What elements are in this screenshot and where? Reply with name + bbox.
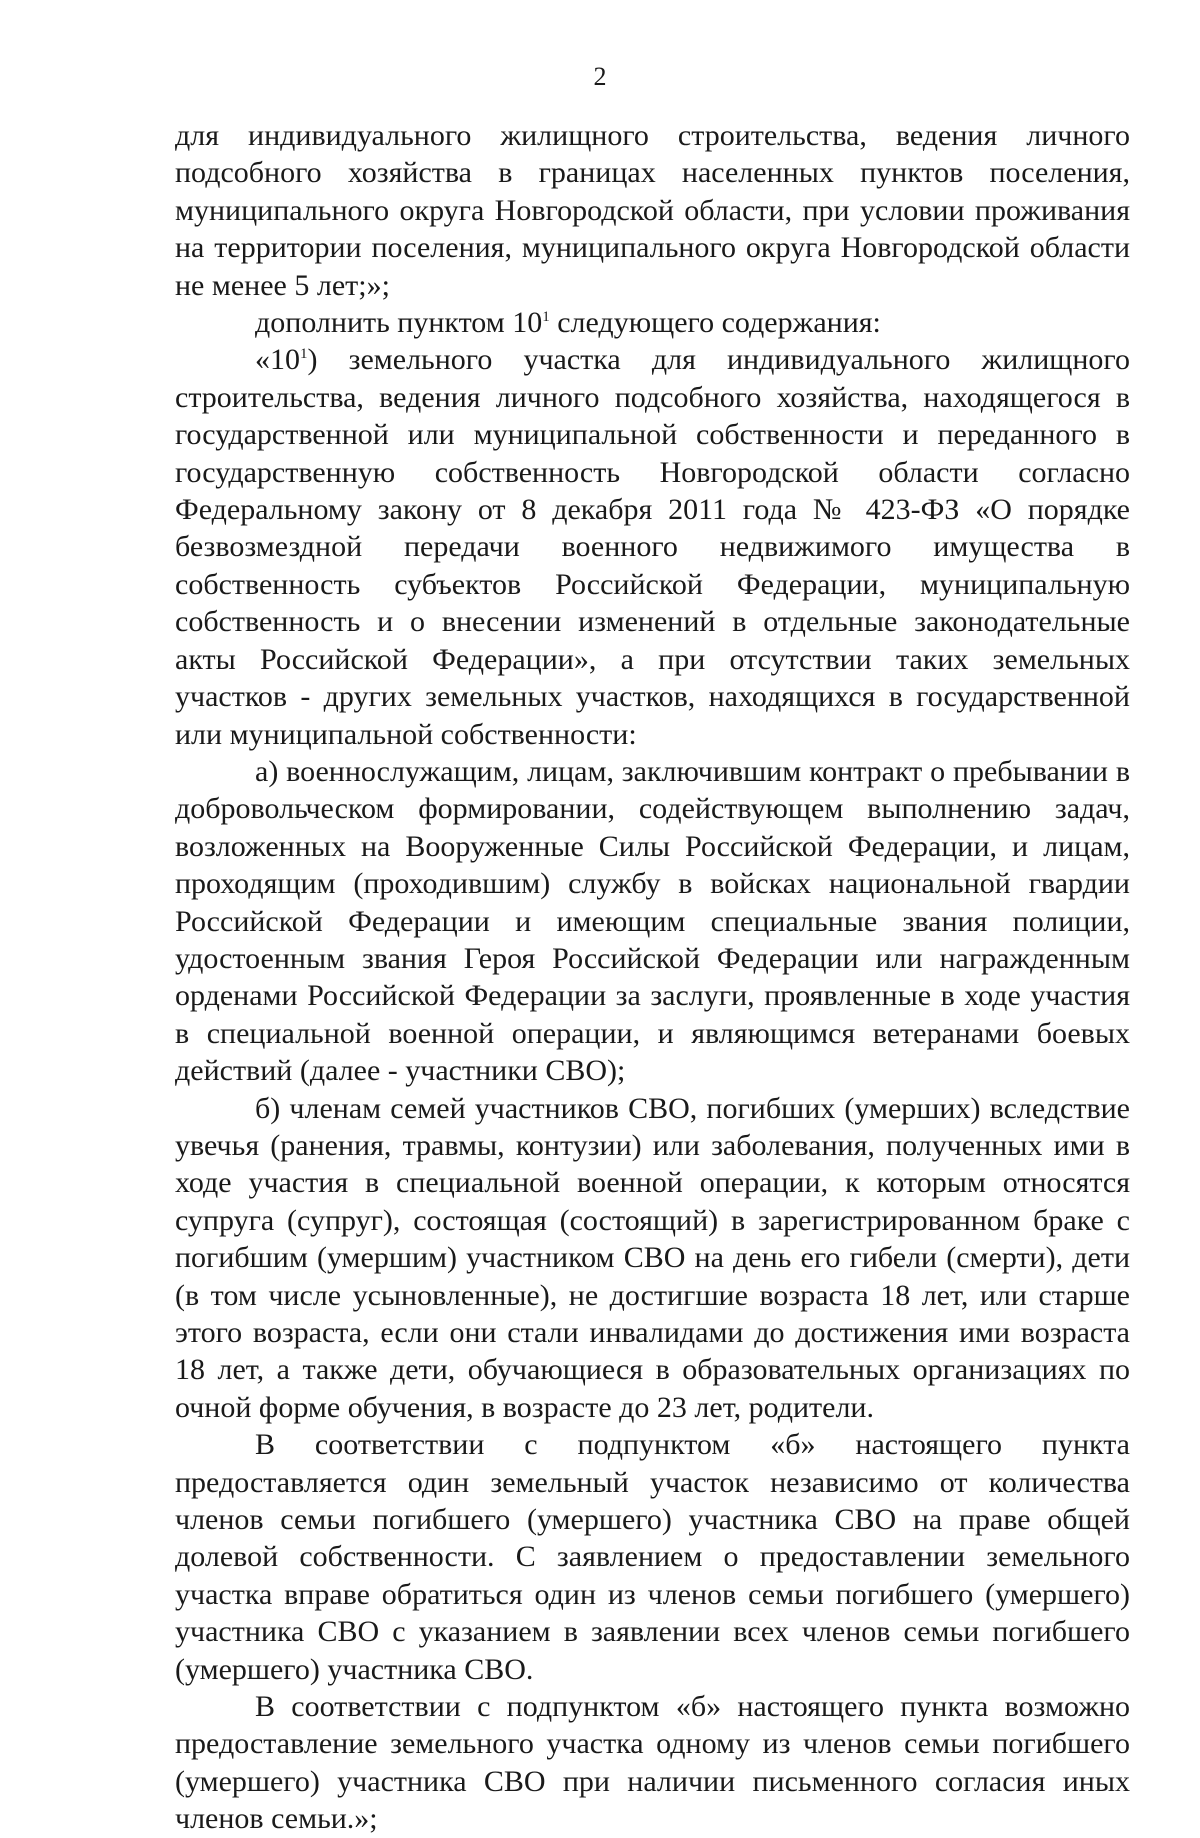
paragraph-provision-consent: В соответствии с подпунктом «б» настоящего пункта возможно предоставление земельного участка одному из членов семьи погибшего (умершего) участника СВО при наличии письменного согласия иных членов семьи.»; bbox=[175, 1690, 1130, 1836]
amendment-intro-text: дополнить пунктом 10 bbox=[255, 306, 543, 340]
superscript-index: 1 bbox=[300, 346, 308, 363]
amendment-intro-text-end: следующего содержания: bbox=[549, 306, 881, 340]
paragraph-subpoint-b: б) членам семей участников СВО, погибших (умерших) вследствие увечья (ранения, травмы, контузии) или заболевания, полученных ими в ходе участия в специальной военной операции, к которым относятся супруга (супруг), состоящая (состоящий) в зарегистрированном браке с погибшим (умершим) участником СВО на день его гибели (смерти), дети (в том числе усыновленные), не достигшие возраста 18 лет, или старше этого возраста, если они стали инвалидами до достижения ими возраста 18 лет, а также дети, обучающиеся в образовательных организациях по очной форме обучения, в возрасте до 23 лет, родители. bbox=[175, 1091, 1130, 1424]
point-10-1-start: «10 bbox=[255, 343, 300, 377]
paragraph-continuation: для индивидуального жилищного строительства, ведения личного подсобного хозяйства в границах населенных пунктов поселения, муниципального округа Новгородской области, при условии проживания на территории поселения, муниципального округа Новгородской области не менее 5 лет;»; bbox=[175, 119, 1130, 302]
paragraph-point-10-1 bbox=[175, 341, 1130, 752]
point-10-1-text: ) земельного участка для индивидуального жилищного строительства, ведения личного подсобного хозяйства, находящегося в государственной или муниципальной собственности и переданного в государственную собственность Новгородской области согласно Федеральному закону от 8 декабря 2011 года № 423-ФЗ «О порядке безвозмездной передачи военного недвижимого имущества в собственность субъектов Российской Федерации, муниципальную собственность и о внесении изменений в отдельные законодательные акты Российской Федерации», а при отсутствии таких земельных участков - других земельных участков, находящихся в государственной или муниципальной собственности: bbox=[175, 343, 1130, 751]
paragraph-provision-single-plot: В соответствии с подпунктом «б» настоящего пункта предоставляется один земельный участок независимо от количества членов семьи погибшего (умершего) участника СВО на праве общей долевой собственности. С заявлением о предоставлении земельного участка вправе обратиться один из членов семьи погибшего (умершего) участника СВО с указанием в заявлении всех членов семьи погибшего (умершего) участника СВО. bbox=[175, 1428, 1130, 1686]
paragraph-subpoint-a: а) военнослужащим, лицам, заключившим контракт о пребывании в добровольческом формировании, содействующем выполнению задач, возложенных на Вооруженные Силы Российской Федерации, и лицам, проходящим (проходившим) службу в войсках национальной гвардии Российской Федерации и имеющим специальные звания полиции, удостоенным звания Героя Российской Федерации или награжденным орденами Российской Федерации за заслуги, проявленные в ходе участия в специальной военной операции, и являющимся ветеранами боевых действий (далее - участники СВО); bbox=[175, 754, 1130, 1088]
paragraph-amendment-intro bbox=[175, 304, 1130, 341]
superscript-index: 1 bbox=[542, 309, 550, 326]
page-number: 2 bbox=[593, 62, 607, 91]
document-body bbox=[175, 117, 1130, 1838]
